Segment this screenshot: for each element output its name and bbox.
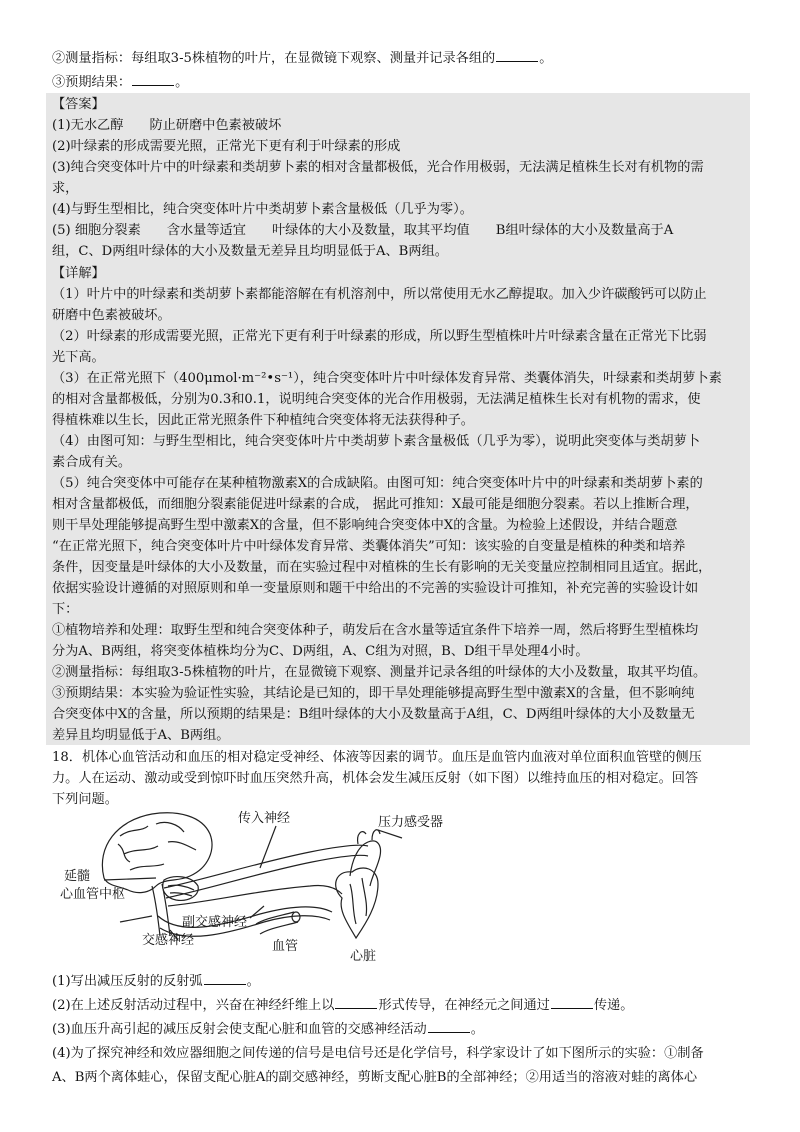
explain-line: 条件，因变量是叶绿体的大小及数量，而在实验过程中对植株的生长有影响的无关变量应控制相同且适宜。据此， [52,560,712,575]
baroreflex-svg [60,806,460,964]
sympathetic-label: 交感神经 [142,933,195,948]
q17-expect-end: 。 [175,75,189,90]
answer-3b: 求， [52,181,79,196]
q18-part1-end: 。 [246,974,260,989]
q18-part2-c: 传递。 [593,998,634,1013]
baroreflex-diagram [60,806,460,964]
explain-line: ③预期结果：本实验为验证性实验，其结论是已知的，即干旱处理能够提高野生型中激素X的含量，但不影响纯 [52,686,695,701]
answer-blank [204,972,246,985]
explain-line: 的相对含量都极低，分别为0.3和0.1，说明纯合突变体的光合作用极弱，无法满足植株生长对有机物的需求，使 [52,392,701,407]
explain-line: （3）在正常光照下（400μmol·m⁻²•s⁻¹），纯合突变体叶片中叶绿体发育异常、类囊体消失，叶绿素和类胡萝卜素 [52,371,722,386]
answer-1a: (1)无水乙醇 [52,118,124,133]
answer-2: (2)叶绿素的形成需要光照，正常光下更有利于叶绿素的形成 [52,139,401,154]
heart-label: 心脏 [350,949,377,964]
explain-line: 差异且均明显低于A、B两组。 [52,728,230,743]
q18-part2-b: 形式传导，在神经元之间通过 [378,998,550,1013]
explain-line: 合突变体中X的含量，所以预期的结果是：B组叶绿体的大小及数量高于A组，C、D两组叶绿体的大小及数量无 [52,707,695,722]
q18-part2-a: (2)在上述反射活动过程中，兴奋在神经纤维上以 [52,998,335,1013]
answer-5b: 含水量等适宜 [166,223,246,238]
q18-part1 [52,972,260,992]
q18-part3-text: (3)血压升高引起的减压反射会使支配心脏和血管的交感神经活动 [52,1022,427,1037]
answer-blank [496,49,538,62]
explain-line: （1）叶片中的叶绿素和类胡萝卜素都能溶解在有机溶剂中，所以常使用无水乙醇提取。加入少许碳酸钙可以防止 [52,287,707,302]
q17-expect-line [52,73,188,93]
q18-part3-end: 。 [470,1022,484,1037]
explain-line: “在正常光照下，纯合突变体叶片中叶绿体发育异常、类囊体消失”可知：该实验的自变量是植株的种类和培养 [52,539,686,554]
answer-blank [132,73,174,86]
answer-1 [52,116,281,136]
q17-measure-end: 。 [539,51,553,66]
answer-1b: 防止研磨中色素被破坏 [149,118,282,133]
explain-line: （4）由图可知：与野生型相比，纯合突变体叶片中类胡萝卜素含量极低（几乎为零），说明此突变体与类胡萝卜 [52,434,700,449]
q18-intro-line: 力。人在运动、激动或受到惊吓时血压突然升高，机体会发生减压反射（如下图）以维持血压的相对稳定。回答 [52,771,699,786]
explain-line: 分为A、B两组，将突变体植株均分为C、D两组，A、C组为对照，B、D组干旱处理4小时。 [52,644,589,659]
q18-part3 [52,1020,484,1040]
answer-5 [52,221,673,241]
parasympathetic-label: 副交感神经 [182,915,248,930]
q18-part4-line2: A、B两个离体蛙心，保留支配心脏A的副交感神经，剪断支配心脏B的全部神经；②用适当的溶液对蛙的离体心 [52,1070,698,1085]
q18-part1-text: (1)写出减压反射的反射弧 [52,974,203,989]
explain-line: 相对含量都极低，而细胞分裂素能促进叶绿素的合成， 据此可推知：X最可能是细胞分裂素。若以上推断合理， [52,497,699,512]
answer-5c: 叶绿体的大小及数量，取其平均值 [271,223,470,238]
answer-5a: (5) 细胞分裂素 [52,223,141,238]
q17-expect-text: ③预期结果： [52,75,132,90]
answer-5e: 组，C、D两组叶绿体的大小及数量无差异且均明显低于A、B两组。 [52,244,448,259]
explain-line: 则干旱处理能够提高野生型中激素X的含量，但不影响纯合突变体中X的含量。为检验上述假设，并结合题意 [52,518,678,533]
q18-intro-line: 下列问题。 [52,792,118,807]
q17-measure-line [52,49,552,69]
medulla-label: 延髓 [64,869,91,884]
q18-intro-line: 18．机体心血管活动和血压的相对稳定受神经、体液等因素的调节。血压是血管内血液对单位面积血管壁的侧压 [52,750,702,765]
q18-part2 [52,996,633,1016]
explain-line: 下： [52,602,79,617]
answer-blank [335,996,377,1009]
explain-line: 素合成有关。 [52,455,132,470]
q17-measure-text: ②测量指标：每组取3-5株植物的叶片，在显微镜下观察、测量并记录各组的 [52,51,496,66]
baroreceptor-label: 压力感受器 [378,815,444,830]
answer-blank [551,996,593,1009]
answer-5d: B组叶绿体的大小及数量高于A [495,223,674,238]
explain-line: 依据实验设计遵循的对照原则和单一变量原则和题干中给出的不完善的实验设计可推知，补充完善的实验设计如 [52,581,699,596]
answer-blank [428,1020,470,1033]
q18-part4-line1: (4)为了探究神经和效应器细胞之间传递的信号是电信号还是化学信号，科学家设计了如下图所示的实验：①制备 [52,1046,704,1061]
explain-line: ②测量指标：每组取3-5株植物的叶片，在显微镜下观察、测量并记录各组的叶绿体的大小及数量，取其平均值。 [52,665,707,680]
aorta [350,841,381,886]
answer-3a: (3)纯合突变体叶片中的叶绿素和类胡萝卜素的相对含量都极低，光合作用极弱，无法满足植株生长对有机物的需 [52,160,704,175]
explain-line: （5）纯合突变体中可能存在某种植物激素X的合成缺陷。由图可知：纯合突变体叶片中的叶绿素和类胡萝卜素的 [52,476,703,491]
explain-heading: 【详解】 [52,266,105,281]
explain-line: （2）叶绿素的形成需要光照，正常光下更有利于叶绿素的形成，所以野生型植株叶片叶绿素含量在正常光下比弱 [52,329,707,344]
answer-heading: 【答案】 [52,97,105,112]
explain-line: 得植株难以生长，因此正常光照条件下种植纯合突变体将无法获得种子。 [52,413,474,428]
afferent-label: 传入神经 [238,811,291,826]
brain-folds [118,822,196,870]
explain-line: 光下高。 [52,350,105,365]
explain-line: ①植物培养和处理：取野生型和纯合突变体种子，萌发后在含水量等适宜条件下培养一周，然后将野生型植株均 [52,623,699,638]
center-label: 心血管中枢 [60,887,126,902]
vessel-label: 血管 [272,939,299,954]
answer-4: (4)与野生型相比，纯合突变体叶片中类胡萝卜素含量极低（几乎为零）。 [52,202,473,217]
explain-line: 研磨中色素被破坏。 [52,308,171,323]
